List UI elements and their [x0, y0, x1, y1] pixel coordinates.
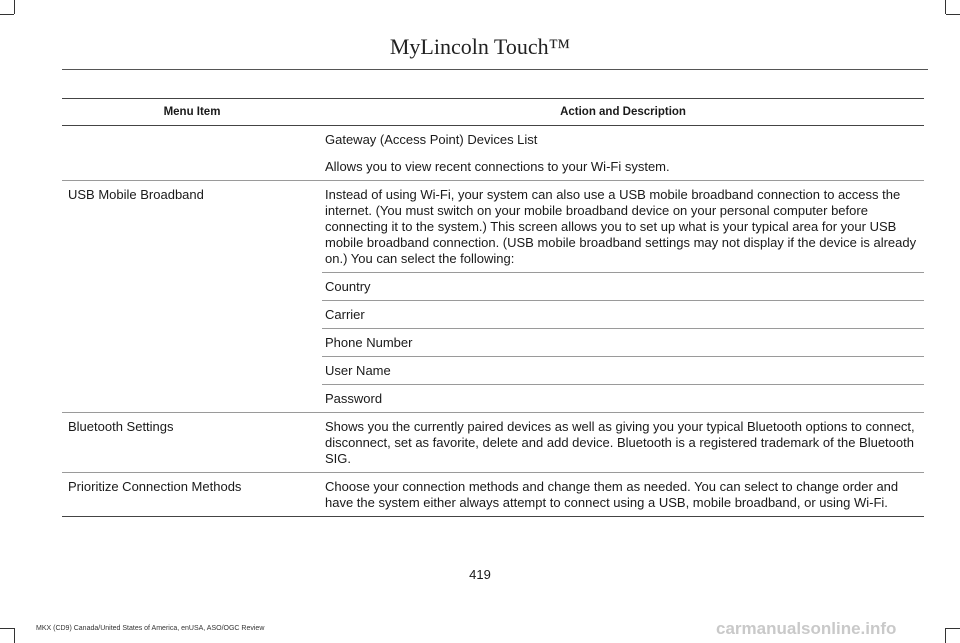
table-row: [62, 473, 924, 517]
table-row: [62, 181, 924, 273]
column-header-action: Action and Description: [322, 99, 924, 126]
action-cell: Allows you to view recent connections to your Wi-Fi system.: [322, 153, 924, 181]
menu-table: [62, 98, 924, 517]
crop-mark: [0, 628, 14, 629]
header-divider: [62, 69, 928, 70]
action-cell: Gateway (Access Point) Devices List: [325, 132, 538, 147]
action-cell: User Name: [322, 357, 924, 385]
action-cell: Country: [322, 273, 924, 301]
crop-mark: [945, 628, 946, 643]
menu-item-cell: [62, 153, 322, 181]
action-cell: Shows you the currently paired devices as well as giving you your typical Bluetooth options to connect, disconnect, set as favorite, delete and add device. Bluetooth is a registered trademark of the Bluetooth SIG.: [322, 413, 924, 473]
crop-mark: [945, 0, 946, 14]
menu-item-cell: Prioritize Connection Methods: [62, 473, 322, 517]
page-title: MyLincoln Touch™: [389, 34, 571, 59]
action-cell: Phone Number: [322, 329, 924, 357]
action-cell: Choose your connection methods and change them as needed. You can select to change order and have the system either always attempt to connect using a USB, mobile broadband, or using Wi-Fi.: [322, 473, 924, 517]
table-row: [62, 153, 924, 181]
crop-mark: [946, 14, 960, 15]
table-row: [62, 126, 924, 154]
crop-mark: [14, 628, 15, 643]
column-header-menu-item: Menu Item: [62, 99, 322, 126]
action-cell: Carrier: [322, 301, 924, 329]
table-header-row: [62, 99, 924, 126]
action-cell: Instead of using Wi-Fi, your system can also use a USB mobile broadband connection to access the internet. (You must switch on your mobile broadband device on your personal computer before connecting it to the system.) This screen allows you to set up what is your typical area for your USB mobile broadband connection. (USB mobile broadband settings may not display if the device is already on.) You can select the following:: [322, 181, 924, 273]
crop-mark: [14, 0, 15, 14]
menu-item-cell: [62, 126, 322, 154]
page-number: 419: [469, 567, 491, 582]
table-row: [62, 413, 924, 473]
watermark: carmanualsonline.info: [716, 619, 897, 638]
crop-mark: [946, 628, 960, 629]
menu-item-cell: USB Mobile Broadband: [62, 181, 322, 413]
action-cell: Password: [322, 385, 924, 413]
document-info: MKX (CD9) Canada/United States of America, enUSA, ASO/OGC Review: [36, 625, 265, 632]
crop-mark: [0, 14, 14, 15]
menu-item-cell: Bluetooth Settings: [62, 413, 322, 473]
